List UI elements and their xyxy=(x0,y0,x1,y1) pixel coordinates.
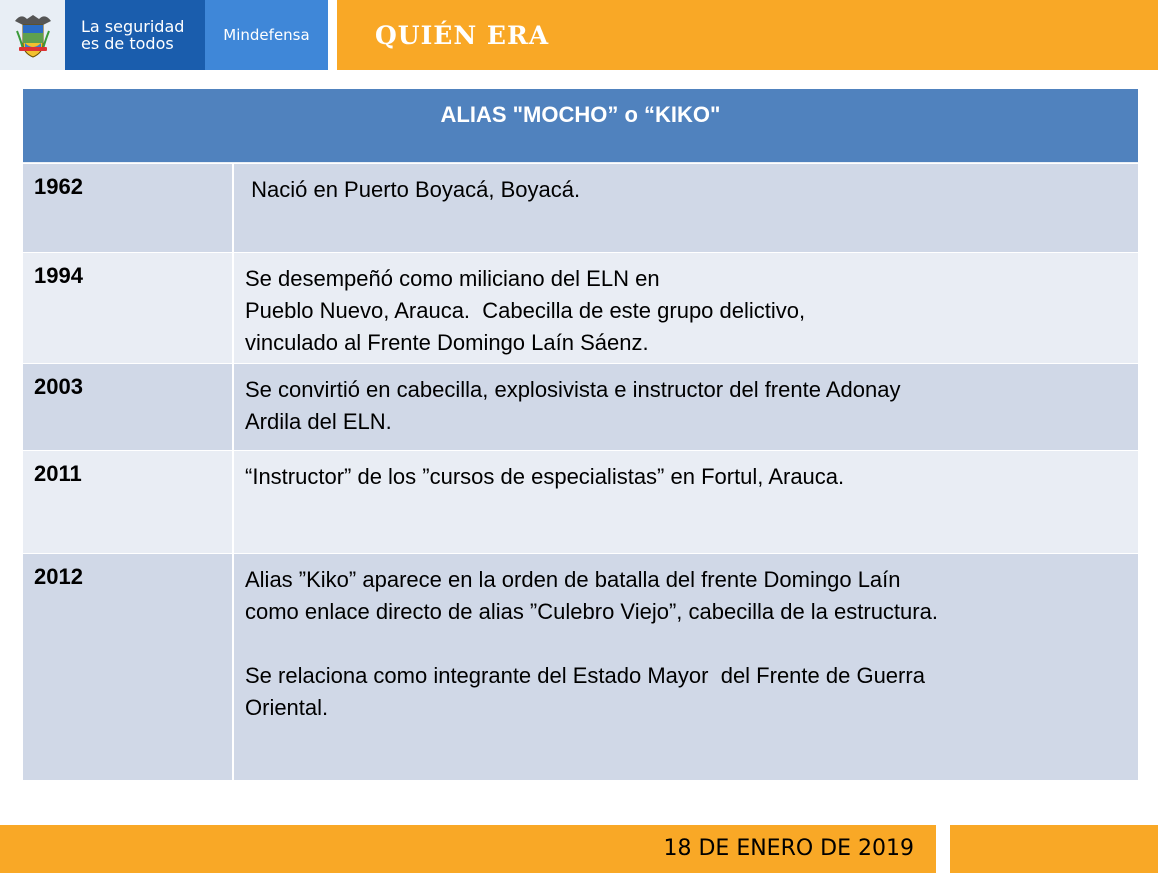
page-title: QUIÉN ERA xyxy=(375,20,550,50)
description-line: vinculado al Frente Domingo Laín Sáenz. xyxy=(245,330,649,355)
table-row-2011 xyxy=(23,450,1138,553)
title-bar xyxy=(337,0,1158,70)
description-line: Se convirtió en cabecilla, explosivista e instructor del frente Adonay xyxy=(245,377,901,402)
table-row-1962 xyxy=(23,163,1138,252)
description-line: Ardila del ELN. xyxy=(245,409,392,434)
year-cell: 1962 xyxy=(23,164,234,252)
ministry-label: Mindefensa xyxy=(205,0,328,70)
year-cell: 1994 xyxy=(23,253,234,363)
description-cell xyxy=(234,451,1138,553)
description-cell xyxy=(234,164,1138,252)
brand-line-1: La seguridad xyxy=(81,17,185,36)
description-line: Se relaciona como integrante del Estado Mayor del Frente de Guerra xyxy=(245,663,925,688)
year-cell: 2011 xyxy=(23,451,234,553)
footer-date: 18 DE ENERO DE 2019 xyxy=(663,836,914,861)
description-line: “Instructor” de los ”cursos de especialistas” en Fortul, Arauca. xyxy=(245,464,845,489)
description-cell xyxy=(234,554,1138,780)
description-line: Se desempeñó como miliciano del ELN en xyxy=(245,266,660,291)
table-row-2003 xyxy=(23,363,1138,450)
footer-accent-bar xyxy=(950,825,1158,873)
footer-bar xyxy=(0,825,936,873)
description-cell xyxy=(234,364,1138,450)
year-cell: 2012 xyxy=(23,554,234,780)
table-heading xyxy=(23,89,1138,163)
description-line: Oriental. xyxy=(245,695,329,720)
table-heading-text: ALIAS "MOCHO” o “KIKO" xyxy=(440,102,721,127)
brand-slogan xyxy=(65,0,205,70)
description-line: Nació en Puerto Boyacá, Boyacá. xyxy=(245,177,581,202)
description-cell xyxy=(234,253,1138,363)
table-row-2012 xyxy=(23,553,1138,780)
description-line: Pueblo Nuevo, Arauca. Cabecilla de este grupo delictivo, xyxy=(245,298,806,323)
coat-of-arms-logo xyxy=(0,0,65,70)
table-row-1994 xyxy=(23,252,1138,363)
description-line: como enlace directo de alias ”Culebro Viejo”, cabecilla de la estructura. xyxy=(245,599,938,624)
description-line: Alias ”Kiko” aparece en la orden de batalla del frente Domingo Laín xyxy=(245,567,901,592)
coat-of-arms-icon xyxy=(13,11,53,59)
year-cell: 2003 xyxy=(23,364,234,450)
brand-line-2: es de todos xyxy=(81,34,174,53)
